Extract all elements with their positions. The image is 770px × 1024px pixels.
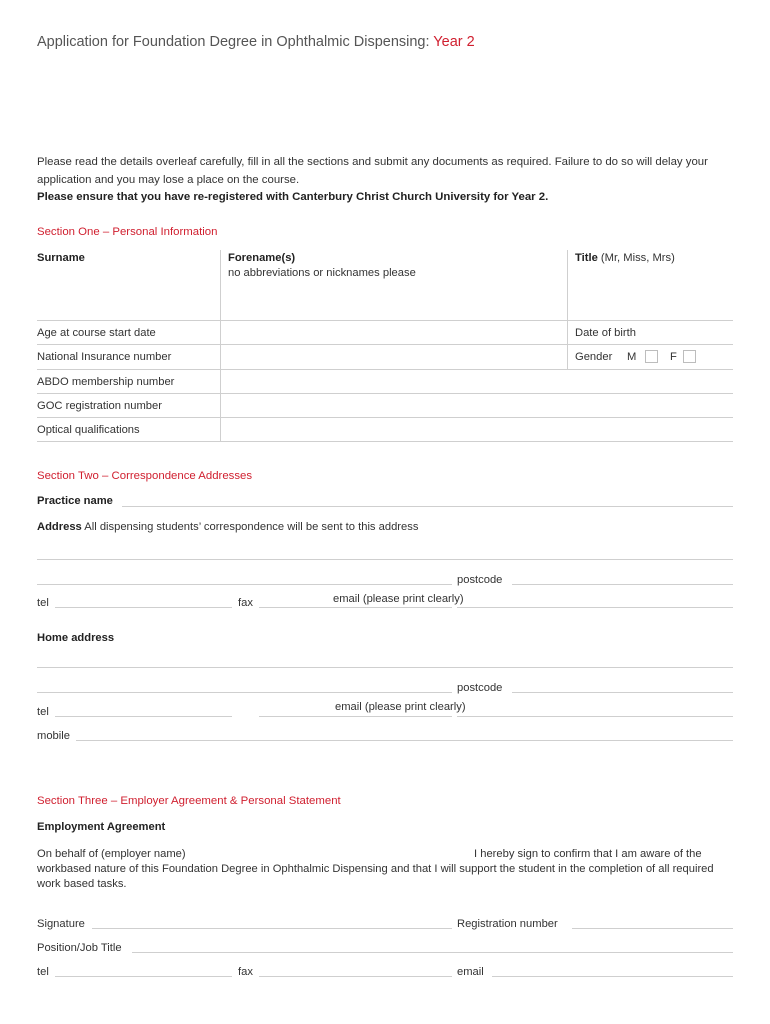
home-postcode-field[interactable] [512, 692, 733, 693]
home-tel-field[interactable] [55, 716, 232, 717]
employer-fax-field[interactable] [259, 976, 452, 977]
employer-email-field[interactable] [492, 976, 733, 977]
home-address-label: Home address [37, 632, 115, 644]
table-divider [567, 250, 568, 369]
section-one-heading: Section One – Personal Information [37, 226, 218, 238]
title-hint: (Mr, Miss, Mrs) [597, 252, 675, 264]
home-address-line-1[interactable] [37, 667, 733, 668]
address-line-2[interactable] [37, 584, 452, 585]
employment-agreement-label: Employment Agreement [37, 821, 166, 833]
gender-m-label: M [627, 351, 637, 363]
practice-tel-label: tel [37, 597, 49, 609]
home-fax-line[interactable] [259, 716, 452, 717]
employer-fax-label: fax [238, 966, 253, 978]
dob-label: Date of birth [575, 327, 636, 339]
intro-instructions: Please read the details overleaf carefully, fill in all the sections and submit any documents as required. Failure to do so will delay your application and you may lose a place on the course. [37, 156, 708, 186]
home-address-line-2[interactable] [37, 692, 452, 693]
gender-f-checkbox[interactable] [683, 350, 696, 363]
employer-tel-field[interactable] [55, 976, 232, 977]
employer-name-field[interactable] [205, 846, 467, 860]
forename-label: Forename(s) [228, 252, 296, 264]
age-label: Age at course start date [37, 327, 156, 339]
optical-field[interactable] [221, 418, 733, 441]
agreement-paragraph: workbased nature of this Foundation Degree in Ophthalmic Dispensing and that I will support the student in the completion of all required work based tasks. [37, 863, 714, 890]
table-rule [37, 441, 733, 442]
title-field-label [575, 252, 675, 264]
practice-field[interactable] [122, 506, 733, 507]
optical-label: Optical qualifications [37, 424, 140, 436]
signature-label: Signature [37, 918, 85, 930]
practice-email-field[interactable] [457, 607, 733, 608]
registration-label: Registration number [457, 918, 558, 930]
home-email-field[interactable] [457, 716, 733, 717]
gender-f-label: F [670, 351, 677, 363]
forename-hint: no abbreviations or nicknames please [228, 267, 416, 279]
mobile-field[interactable] [76, 740, 733, 741]
practice-fax-label: fax [238, 597, 253, 609]
section-three-heading: Section Three – Employer Agreement & Personal Statement [37, 795, 341, 807]
home-postcode-label: postcode [457, 682, 503, 694]
address-line-1[interactable] [37, 559, 733, 560]
practice-email-label: email (please print clearly) [333, 593, 464, 605]
practice-postcode-label: postcode [457, 574, 503, 586]
home-email-label: email (please print clearly) [335, 701, 466, 713]
goc-field[interactable] [221, 394, 733, 417]
section-two-heading: Section Two – Correspondence Addresses [37, 470, 253, 482]
position-field[interactable] [132, 952, 733, 953]
position-label: Position/Job Title [37, 942, 122, 954]
practice-tel-field[interactable] [55, 607, 232, 608]
mobile-label: mobile [37, 730, 70, 742]
title-label: Title [575, 252, 598, 264]
age-field[interactable] [221, 321, 566, 344]
address-bold: Address [37, 521, 82, 533]
gender-label: Gender [575, 351, 613, 363]
practice-fax-field[interactable] [259, 607, 452, 608]
employer-email-label: email [457, 966, 484, 978]
intro-text [37, 154, 737, 207]
confirm-text: I hereby sign to confirm that I am aware of the [474, 848, 702, 860]
goc-label: GOC registration number [37, 400, 162, 412]
title-year: Year 2 [433, 34, 475, 50]
practice-label: Practice name [37, 495, 113, 507]
ni-label: National Insurance number [37, 351, 172, 363]
signature-field[interactable] [92, 928, 452, 929]
title-main: Application for Foundation Degree in Ophthalmic Dispensing: [37, 34, 434, 50]
gender-m-checkbox[interactable] [645, 350, 658, 363]
address-label [37, 521, 418, 533]
practice-postcode-field[interactable] [512, 584, 733, 585]
abdo-label: ABDO membership number [37, 376, 175, 388]
registration-field[interactable] [572, 928, 733, 929]
address-note: All dispensing students’ correspondence will be sent to this address [81, 521, 419, 533]
ni-field[interactable] [221, 345, 566, 368]
intro-reregister-notice: Please ensure that you have re-registered with Canterbury Christ Church University for Year 2. [37, 191, 549, 203]
surname-label: Surname [37, 252, 85, 264]
page-title [37, 34, 475, 50]
home-tel-label: tel [37, 706, 49, 718]
employer-tel-label: tel [37, 966, 49, 978]
abdo-field[interactable] [221, 370, 733, 393]
behalf-label: On behalf of (employer name) [37, 848, 186, 860]
